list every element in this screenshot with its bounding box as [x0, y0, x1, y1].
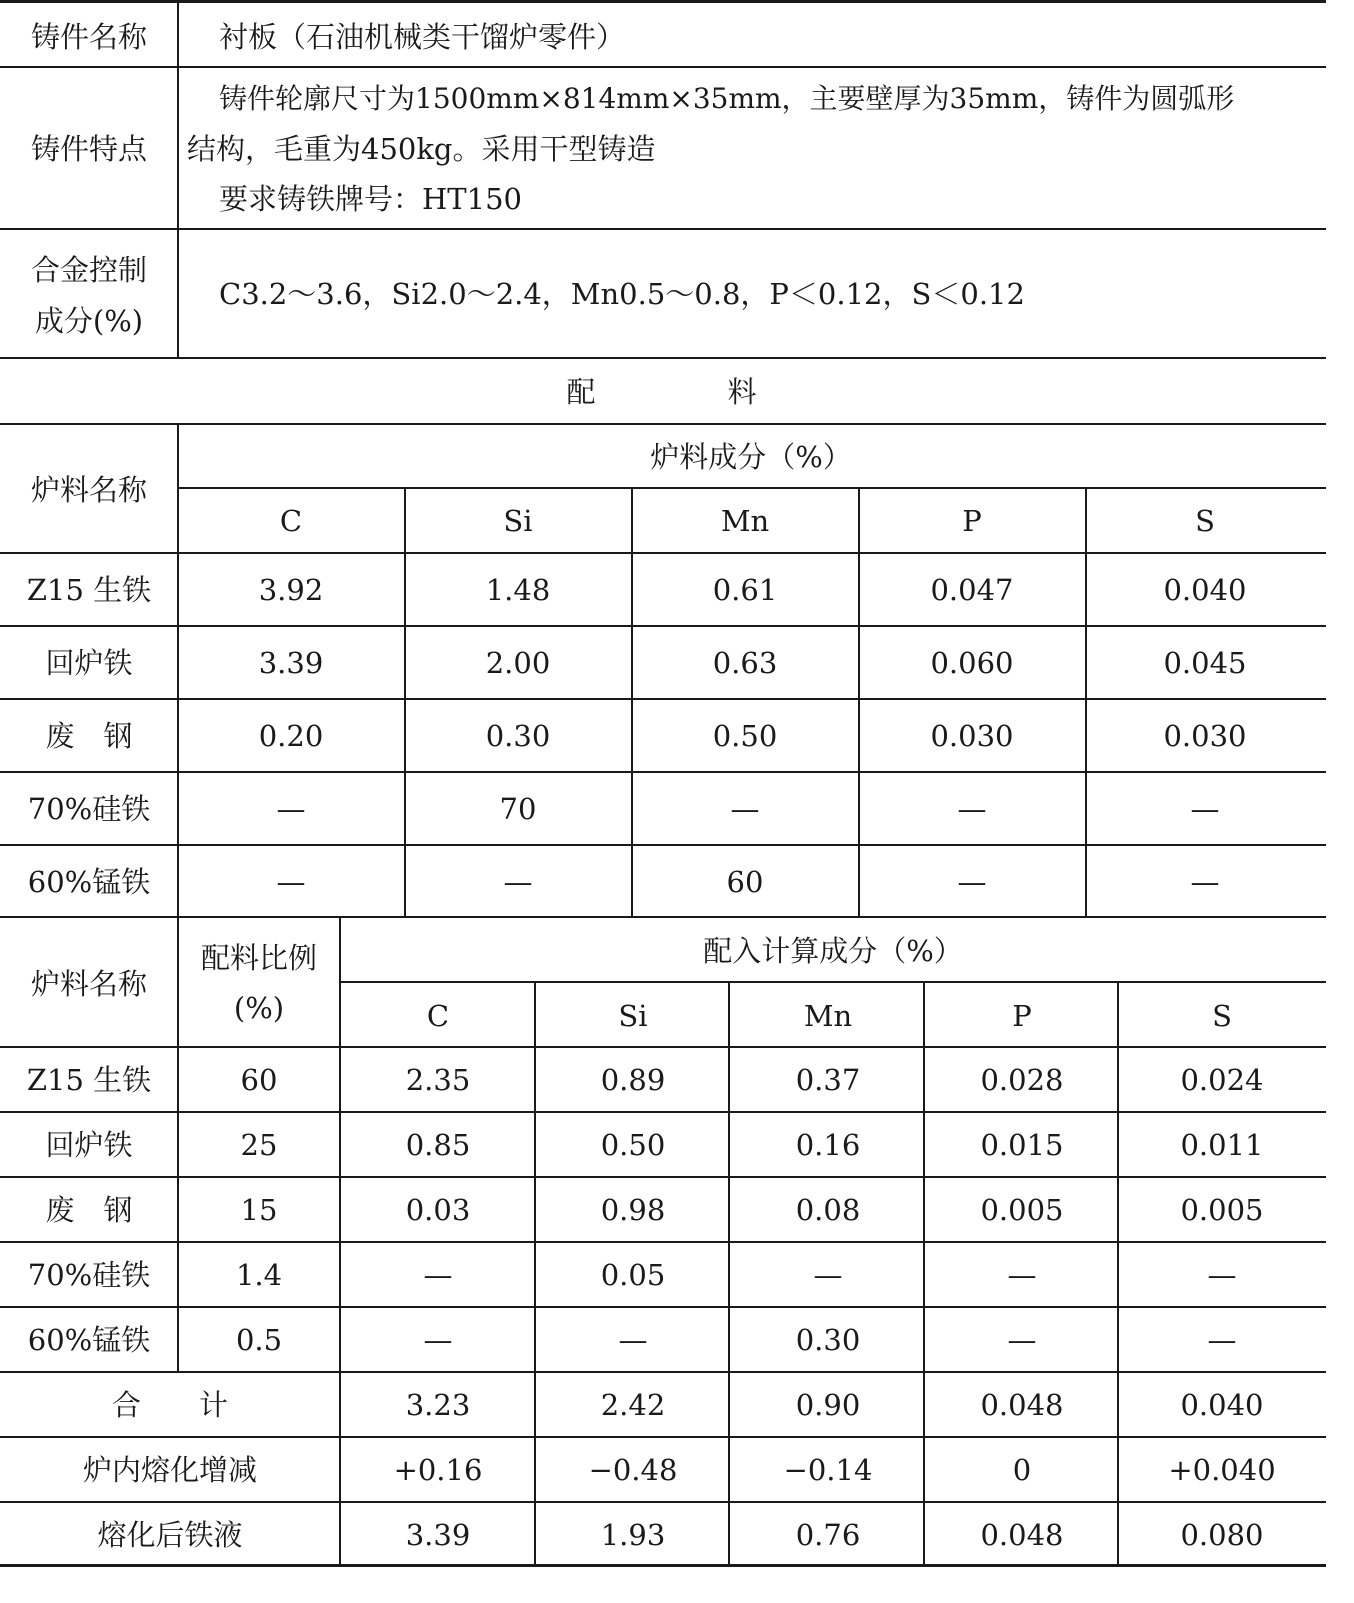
- charge-col-mn: Mn: [720, 504, 770, 538]
- table-rule: [0, 916, 1326, 918]
- calc-row-name: 70%硅铁: [27, 1258, 151, 1292]
- calc-row-ratio: 15: [240, 1193, 278, 1227]
- table-rule: [0, 1501, 1326, 1503]
- calc-cell: 0.30: [795, 1323, 861, 1357]
- calc-cell: —: [1207, 1258, 1237, 1292]
- table-rule: [0, 66, 1326, 68]
- calc-row-name: Z15 生铁: [26, 1063, 152, 1097]
- charge-cell: 0.30: [485, 719, 551, 753]
- casting-features-label: 铸件特点: [30, 132, 148, 166]
- casting-features-line-3: 要求铸铁牌号：HT150: [219, 182, 522, 216]
- calc-row-ratio: 1.4: [235, 1258, 283, 1292]
- calc-cell: 0.98: [600, 1193, 666, 1227]
- summary-cell: 0.90: [795, 1388, 861, 1422]
- column-rule: [858, 487, 860, 917]
- table-rule: [0, 1436, 1326, 1438]
- charge-cell: 1.48: [485, 573, 551, 607]
- table-rule: [0, 1176, 1326, 1178]
- calc-table-ratio-header-1: 配料比例: [200, 941, 318, 975]
- calc-cell: —: [1007, 1258, 1037, 1292]
- calc-cell: 0.89: [600, 1063, 666, 1097]
- charge-cell: 0.63: [712, 646, 778, 680]
- summary-cell: 0.048: [980, 1388, 1064, 1422]
- calc-cell: 2.35: [405, 1063, 471, 1097]
- charge-col-c: C: [279, 504, 303, 538]
- charge-cell: 2.00: [485, 646, 551, 680]
- charge-cell: 0.030: [1163, 719, 1247, 753]
- summary-cell: 0: [1012, 1453, 1032, 1487]
- calc-row-ratio: 60: [240, 1063, 278, 1097]
- summary-change-label: 炉内熔化增减: [82, 1453, 258, 1487]
- charge-cell: 0.060: [930, 646, 1014, 680]
- charge-cell: —: [276, 865, 306, 899]
- summary-cell: +0.16: [393, 1453, 483, 1487]
- table-rule: [178, 487, 1326, 489]
- column-rule: [177, 0, 179, 358]
- calc-cell: 0.08: [795, 1193, 861, 1227]
- summary-cell: 0.048: [980, 1518, 1064, 1552]
- table-rule: [0, 771, 1326, 773]
- calc-cell: —: [813, 1258, 843, 1292]
- table-rule: [340, 981, 1326, 983]
- calc-cell: 0.05: [600, 1258, 666, 1292]
- table-rule: [0, 1111, 1326, 1113]
- table-rule: [0, 844, 1326, 846]
- table-rule: [0, 1241, 1326, 1243]
- summary-cell: −0.48: [588, 1453, 678, 1487]
- calc-cell: —: [1207, 1323, 1237, 1357]
- table-rule-bottom: [0, 1564, 1326, 1567]
- section-title-char-1: 配: [566, 375, 596, 409]
- column-rule: [534, 981, 536, 1567]
- casting-features-line-1: 铸件轮廓尺寸为1500mm×814mm×35mm，主要壁厚为35mm，铸件为圆弧形: [219, 82, 1235, 115]
- charge-col-p: P: [962, 504, 982, 538]
- charge-cell: —: [957, 865, 987, 899]
- table-rule: [0, 1371, 1326, 1373]
- summary-cell: −0.14: [783, 1453, 873, 1487]
- calc-table-ratio-header-2: (%): [233, 991, 285, 1025]
- charge-cell: 60: [726, 865, 764, 899]
- charge-cell: 3.92: [258, 573, 324, 607]
- charge-cell: 0.047: [930, 573, 1014, 607]
- table-rule: [0, 228, 1326, 230]
- charge-cell: —: [1190, 792, 1220, 826]
- table-rule: [0, 625, 1326, 627]
- summary-cell: 0.76: [795, 1518, 861, 1552]
- calc-cell: —: [1007, 1323, 1037, 1357]
- calc-cell: 0.16: [795, 1128, 861, 1162]
- calc-cell: 0.024: [1180, 1063, 1264, 1097]
- table-rule: [0, 423, 1326, 425]
- charge-row-name: 60%锰铁: [27, 865, 151, 899]
- calc-cell: —: [423, 1258, 453, 1292]
- calc-col-si: Si: [618, 999, 648, 1033]
- charge-cell: 0.030: [930, 719, 1014, 753]
- casting-name-label: 铸件名称: [30, 20, 148, 54]
- summary-result-label: 熔化后铁液: [97, 1518, 243, 1552]
- summary-cell: 0.080: [1180, 1518, 1264, 1552]
- section-title-char-2: 料: [727, 375, 757, 409]
- calc-row-name: 回炉铁: [45, 1128, 133, 1162]
- calc-cell: 0.85: [405, 1128, 471, 1162]
- charge-cell: —: [730, 792, 760, 826]
- summary-cell: 0.040: [1180, 1388, 1264, 1422]
- summary-cell: 2.42: [600, 1388, 666, 1422]
- column-rule: [923, 981, 925, 1567]
- column-rule: [177, 423, 179, 1371]
- calc-row-name: 60%锰铁: [27, 1323, 151, 1357]
- column-rule: [1117, 981, 1119, 1567]
- charge-cell: 0.50: [712, 719, 778, 753]
- charge-row-name: 废 钢: [45, 719, 133, 753]
- calc-cell: —: [423, 1323, 453, 1357]
- summary-cell: +0.040: [1168, 1453, 1276, 1487]
- calc-col-s: S: [1212, 999, 1232, 1033]
- charge-table-group-header: 炉料成分（%）: [650, 440, 852, 474]
- charge-cell: —: [503, 865, 533, 899]
- calc-cell: 0.011: [1180, 1128, 1264, 1162]
- charge-cell: 0.040: [1163, 573, 1247, 607]
- alloy-control-label-1: 合金控制: [30, 253, 148, 287]
- calc-row-ratio: 0.5: [235, 1323, 283, 1357]
- calc-cell: 0.37: [795, 1063, 861, 1097]
- charge-cell: 70: [499, 792, 537, 826]
- calc-table-group-header: 配入计算成分（%）: [703, 934, 963, 968]
- calc-row-name: 废 钢: [45, 1193, 133, 1227]
- charge-row-name: Z15 生铁: [26, 573, 152, 607]
- charge-col-s: S: [1195, 504, 1215, 538]
- summary-cell: 3.39: [405, 1518, 471, 1552]
- charge-cell: 3.39: [258, 646, 324, 680]
- summary-cell: 3.23: [405, 1388, 471, 1422]
- table-rule: [0, 1046, 1326, 1048]
- table-rule: [0, 552, 1326, 554]
- table-rule-top: [0, 0, 1326, 3]
- table-rule: [0, 1306, 1326, 1308]
- charge-cell: 0.045: [1163, 646, 1247, 680]
- charge-cell: 0.20: [258, 719, 324, 753]
- calc-cell: 0.005: [1180, 1193, 1264, 1227]
- calc-table-name-header: 炉料名称: [30, 967, 148, 1001]
- casting-name-value: 衬板（石油机械类干馏炉零件）: [219, 20, 626, 54]
- calc-cell: 0.03: [405, 1193, 471, 1227]
- calc-cell: 0.50: [600, 1128, 666, 1162]
- summary-total-label: 合 计: [111, 1388, 229, 1422]
- table-rule: [0, 357, 1326, 359]
- charge-row-name: 回炉铁: [45, 646, 133, 680]
- calc-cell: —: [618, 1323, 648, 1357]
- charge-cell: —: [957, 792, 987, 826]
- calc-col-mn: Mn: [803, 999, 853, 1033]
- table-rule: [0, 698, 1326, 700]
- column-rule: [631, 487, 633, 917]
- calc-cell: 0.005: [980, 1193, 1064, 1227]
- charge-table-name-header: 炉料名称: [30, 473, 148, 507]
- charge-cell: 0.61: [712, 573, 778, 607]
- casting-features-line-2: 结构，毛重为450kg。采用干型铸造: [187, 132, 656, 166]
- column-rule: [1085, 487, 1087, 917]
- calc-cell: 0.015: [980, 1128, 1064, 1162]
- calc-cell: 0.028: [980, 1063, 1064, 1097]
- alloy-control-value: C3.2～3.6，Si2.0～2.4，Mn0.5～0.8，P＜0.12，S＜0.12: [219, 277, 1025, 311]
- charge-col-si: Si: [503, 504, 533, 538]
- summary-cell: 1.93: [600, 1518, 666, 1552]
- calc-col-c: C: [426, 999, 450, 1033]
- charge-row-name: 70%硅铁: [27, 792, 151, 826]
- column-rule: [728, 981, 730, 1567]
- charge-cell: —: [1190, 865, 1220, 899]
- alloy-control-label-2: 成分(%): [34, 304, 144, 338]
- column-rule: [339, 916, 341, 1567]
- charge-cell: —: [276, 792, 306, 826]
- calc-col-p: P: [1012, 999, 1032, 1033]
- calc-row-ratio: 25: [240, 1128, 278, 1162]
- column-rule: [404, 487, 406, 917]
